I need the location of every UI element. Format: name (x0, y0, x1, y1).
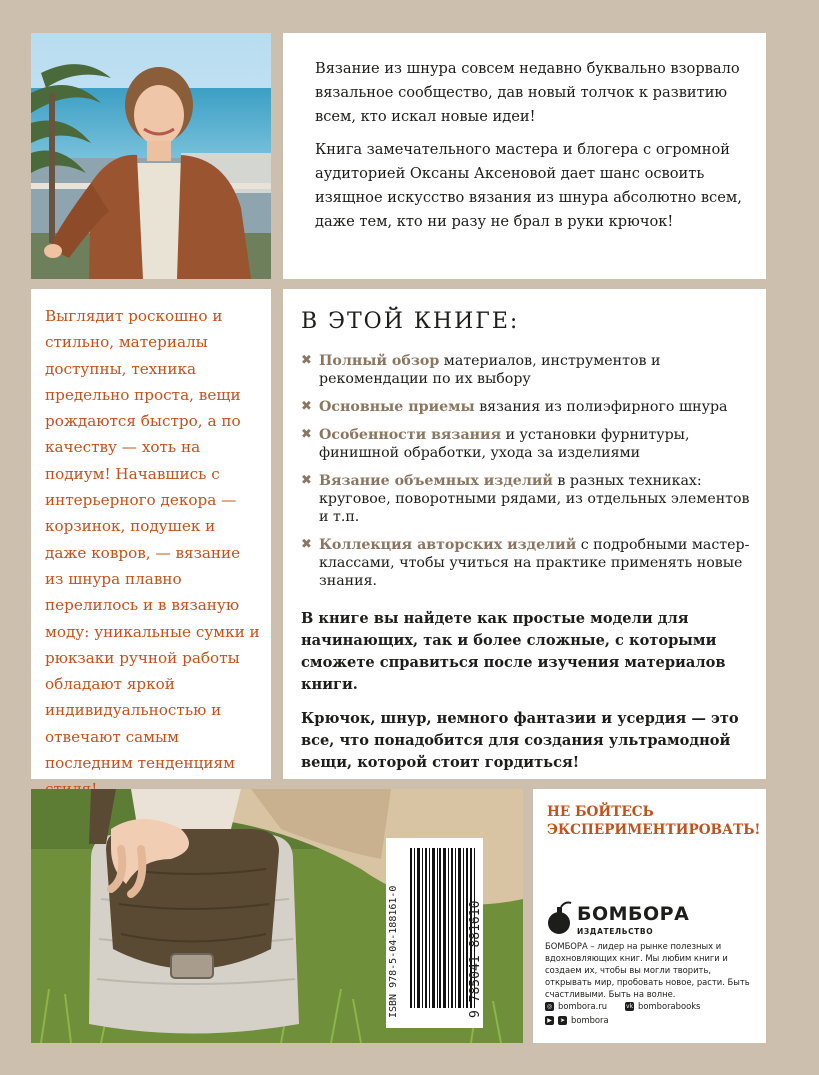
bomb-logo-icon (545, 901, 575, 937)
item-highlight: Коллекция авторских изделий (319, 537, 577, 553)
cross-bullet-icon: ✖ (301, 353, 312, 368)
cross-bullet-icon: ✖ (301, 427, 312, 442)
author-photo-image (31, 33, 271, 279)
quote-panel (31, 289, 271, 779)
author-photo (31, 33, 271, 279)
item-text: вязания из полиэфирного шнура (474, 399, 728, 415)
item-text: материалов, инструментов и рекомендации по их выбору (319, 353, 661, 387)
youtube-icon: ▶ (545, 1016, 554, 1025)
list-item (301, 426, 750, 462)
list-item (301, 472, 750, 526)
social-row-2 (545, 1015, 609, 1025)
intro-panel (283, 33, 766, 279)
site-link[interactable]: bombora.ru (558, 1001, 608, 1011)
cross-bullet-icon: ✖ (301, 537, 312, 552)
contents-paragraph-2: Крючок, шнур, немного фантазии и усердия — это все, что понадобится для создания ультрамодной вещи, которой стоит гордиться! (301, 710, 739, 771)
intro-paragraph-2: Книга замечательного мастера и блогера с огромной аудиторией Оксаны Аксеновой дает шанс освоить изящное искусство вязания из шнура абсолютно всем, даже тем, кто ни разу не брал в руки крючок! (315, 141, 742, 230)
publisher-logo (545, 901, 745, 941)
telegram-icon: ➤ (559, 1016, 566, 1024)
intro-paragraph-1: Вязание из шнура совсем недавно буквально взорвало вязальное сообщество, дав новый толчок к развитию всем, кто искал новые идеи! (315, 60, 740, 125)
cross-bullet-icon: ✖ (301, 473, 312, 488)
vk-icon: vk (626, 1002, 634, 1010)
cross-bullet-icon: ✖ (301, 399, 312, 414)
list-item (301, 398, 750, 416)
logo-name: БОМБОРА (577, 903, 690, 925)
vk-link[interactable]: bomborabooks (638, 1001, 701, 1011)
item-text: с подробными мастер-классами, чтобы учиться на практике применять новые знания. (319, 537, 750, 589)
quote-text: Выглядит роскошно и стильно, материалы доступны, техника предельно проста, вещи рождаются быстро, а по качеству — хоть на подиум! Начавшись с интерьерного декора — корзинок, подушек и даже ковров, — вязание из шнура плавно перелилось и в вязаную моду: уникальные сумки и рюкзаки ручной работы обладают яркой индивидуальностью и отвечают самым последним тенденциям (45, 307, 260, 773)
publisher-panel (533, 789, 766, 1043)
item-highlight: Вязание объемных изделий (319, 473, 553, 489)
barcode-isbn: ISBN 978-5-04-188161-0 (388, 885, 399, 1018)
publisher-description: БОМБОРА – лидер на рынке полезных и вдохновляющих книг. Мы любим книги и создаем их, чтобы вы могли творить, открывать мир, пробовать новое, расти. Быть счастливыми. Быть на волне. (545, 941, 750, 999)
contents-paragraph-1: В книге вы найдете как простые модели для начинающих, так и более сложные, с которыми сможете справиться после изучения материалов книги. (301, 610, 726, 693)
item-highlight: Основные приемы (319, 399, 475, 415)
barcode-digits: 9 785041 881610 (468, 900, 483, 1018)
item-highlight: Полный обзор (319, 353, 440, 369)
item-text: в разных техниках: круговое, поворотными рядами, из отдельных элементов и т.п. (319, 473, 750, 525)
contents-heading: В ЭТОЙ КНИГЕ: (301, 309, 520, 334)
social-row-1 (545, 1001, 700, 1011)
handle-link[interactable]: bombora (571, 1015, 609, 1025)
barcode (386, 838, 483, 1028)
contents-panel (283, 289, 766, 779)
list-item (301, 352, 750, 388)
list-item (301, 536, 750, 590)
slogan: НЕ БОЙТЕСЬ ЭКСПЕРИМЕНТИРОВАТЬ! (547, 804, 761, 838)
item-highlight: Особенности вязания (319, 427, 502, 443)
item-text: и установки фурнитуры, финишной обработки, ухода за изделиями (319, 427, 690, 461)
instagram-icon: ◎ (546, 1002, 553, 1010)
logo-subtitle: ИЗДАТЕЛЬСТВО (577, 927, 654, 936)
contents-list (301, 352, 750, 590)
